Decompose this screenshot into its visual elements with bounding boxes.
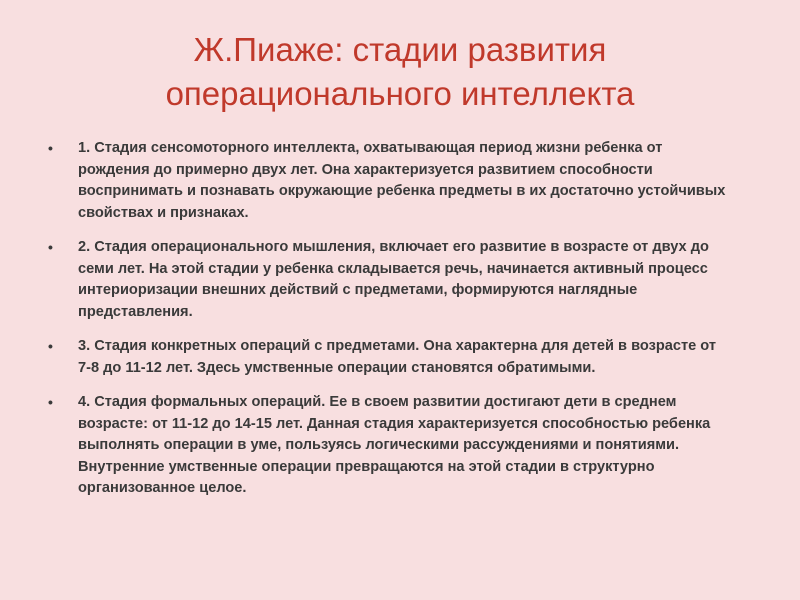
slide-title-line-2: операционального интеллекта: [165, 75, 635, 112]
slide-title-line-1: Ж.Пиаже: стадии развития: [193, 31, 607, 68]
bullet-icon: •: [48, 394, 53, 410]
stages-list: [48, 138, 728, 513]
bullet-icon: •: [48, 239, 53, 255]
list-item: [48, 237, 728, 323]
bullet-icon: •: [48, 338, 53, 354]
stage-text: 4. Стадия формальных операций. Ее в своем развитии достигают дети в среднем возрасте: от 11-12 до 14-15 лет. Данная стадия характеризуется способностью ребенка выполнять операции в уме, пользуясь логическими рассуждениями и понятиями. Внутренние умственные операции превращаются на этой стадии в структурно организованное целое.: [78, 394, 711, 496]
stage-text: 2. Стадия операционального мышления, включает его развитие в возрасте от двух до семи лет. На этой стадии у ребенка складывается речь, начинается активный процесс интериоризации внешних действий с предметами, формируются наглядные представления.: [78, 239, 709, 320]
stage-text: 3. Стадия конкретных операций с предметами. Она характерна для детей в возрасте от 7-8 до 11-12 лет. Здесь умственные операции становятся обратимыми.: [78, 338, 716, 376]
list-item: [48, 392, 728, 500]
list-item: [48, 336, 728, 379]
bullet-icon: •: [48, 140, 53, 156]
stage-text: 1. Стадия сенсомоторного интеллекта, охватывающая период жизни ребенка от рождения до примерно двух лет. Она характеризуется развитием способности воспринимать и познавать окружающие ребенка предметы в их достаточно устойчивых свойствах и признаках.: [78, 140, 726, 221]
list-item: [48, 138, 728, 224]
slide-title: [0, 28, 800, 116]
